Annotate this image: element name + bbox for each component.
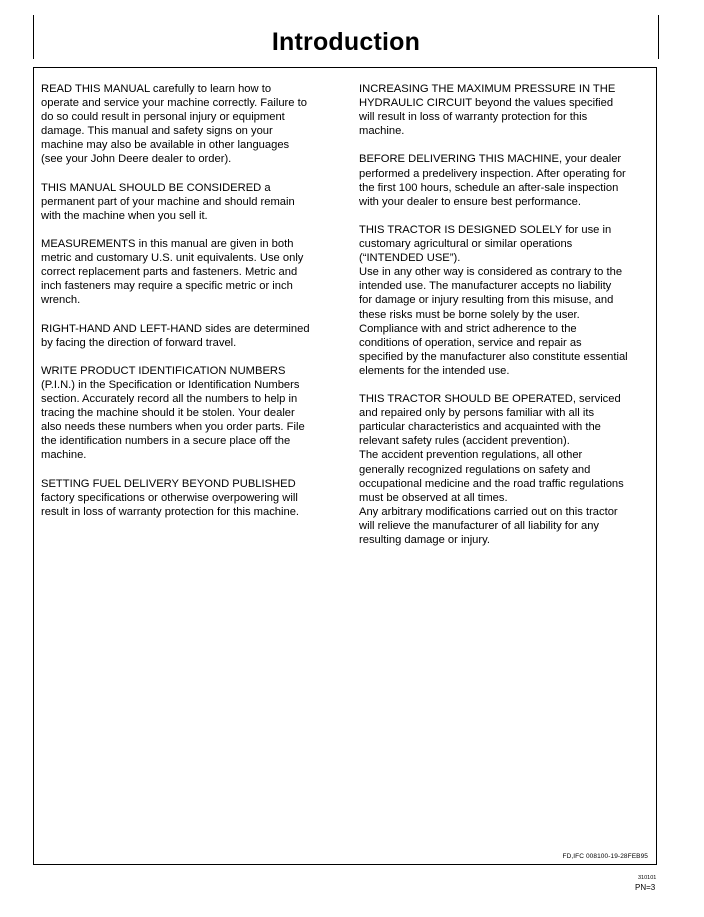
header-frame [33, 15, 659, 59]
text-line: SETTING FUEL DELIVERY BEYOND PUBLISHED [41, 477, 296, 490]
text-line: will result in loss of warranty protection for this [359, 111, 588, 124]
text-line: (P.I.N.) in the Specification or Identification Numbers [41, 378, 300, 391]
text-line: tracing the machine should it be stolen. Your dealer [41, 407, 295, 420]
text-line: occupational medicine and the road traffic regulations [359, 477, 624, 490]
paragraph [41, 237, 336, 307]
left-column [41, 82, 336, 533]
text-line: The accident prevention regulations, all other [359, 449, 583, 462]
text-line: WRITE PRODUCT IDENTIFICATION NUMBERS [41, 364, 286, 377]
text-line: machine. [359, 125, 405, 138]
text-line: section. Accurately record all the numbers to help in [41, 393, 298, 406]
text-line: HYDRAULIC CIRCUIT beyond the values specified [359, 97, 614, 110]
text-line: specified by the manufacturer also constitute essential [359, 350, 628, 363]
text-line: result in loss of warranty protection for this machine. [41, 505, 300, 518]
paragraph [41, 181, 336, 223]
text-line: must be observed at all times. [359, 491, 508, 504]
text-line: conditions of operation, service and repair as [359, 336, 582, 349]
paragraph [41, 82, 336, 167]
text-line: factory specifications or otherwise overpowering will [41, 491, 298, 504]
text-line: will relieve the manufacturer of all liability for any [359, 519, 600, 532]
text-line: THIS TRACTOR IS DESIGNED SOLELY for use in [359, 223, 612, 236]
text-line: generally recognized regulations on safety and [359, 463, 591, 476]
text-line: READ THIS MANUAL carefully to learn how to [41, 83, 272, 95]
text-line: (“INTENDED USE”). [359, 252, 461, 265]
text-line: metric and customary U.S. unit equivalents. Use only [41, 252, 304, 265]
text-line: Compliance with and strict adherence to the [359, 322, 577, 335]
text-line: RIGHT-HAND AND LEFT-HAND sides are determined [41, 322, 310, 335]
text-line: also needs these numbers when you order parts. File [41, 421, 305, 434]
text-line: resulting damage or injury. [359, 534, 490, 546]
text-line: for damage or injury resulting from this misuse, and [359, 294, 614, 307]
text-line: wrench. [41, 294, 81, 307]
paragraph [359, 152, 652, 208]
doc-id: 310101 [638, 875, 657, 881]
text-line: inch fasteners may require a specific metric or inch [41, 280, 293, 293]
page-title: Introduction [271, 28, 421, 56]
text-line: with the machine when you sell it. [41, 209, 208, 222]
paragraph [359, 392, 652, 547]
page-number: PN=3 [635, 883, 656, 892]
text-line: operate and service your machine correctly. Failure to [41, 97, 307, 110]
text-line: Use in any other way is considered as contrary to the [359, 266, 623, 279]
text-line: machine. [41, 449, 87, 462]
text-line: by facing the direction of forward travel. [41, 336, 237, 349]
text-line: the first 100 hours, schedule an after-sale inspection [359, 181, 619, 194]
text-line: correct replacement parts and fasteners. Metric and [41, 266, 298, 279]
text-line: intended use. The manufacturer accepts no liability [359, 280, 612, 293]
text-line: performed a predelivery inspection. After operating for [359, 167, 626, 180]
text-line: these risks must be borne solely by the user. [359, 308, 580, 321]
text-line: MEASUREMENTS in this manual are given in both [41, 238, 294, 251]
text-line: and repaired only by persons familiar with all its [359, 407, 595, 420]
text-line: permanent part of your machine and should remain [41, 195, 295, 208]
text-line: customary agricultural or similar operations [359, 238, 573, 251]
paragraph [359, 223, 652, 378]
text-line: INCREASING THE MAXIMUM PRESSURE IN THE [359, 83, 616, 95]
text-line: THIS MANUAL SHOULD BE CONSIDERED a [41, 181, 271, 194]
text-line: relevant safety rules (accident prevention). [359, 435, 570, 448]
text-line: damage. This manual and safety signs on your [41, 125, 273, 138]
footer-code: FD,IFC 008100-19-28FEB95 [562, 853, 648, 860]
text-line: Any arbitrary modifications carried out on this tractor [359, 505, 618, 518]
content-box [33, 67, 657, 865]
text-line: BEFORE DELIVERING THIS MACHINE, your dealer [359, 153, 622, 166]
paragraph [41, 364, 336, 463]
paragraph [41, 477, 336, 519]
paragraph [359, 82, 652, 138]
text-line: machine may also be available in other languages [41, 139, 290, 152]
text-line: the identification numbers in a secure place off the [41, 435, 291, 448]
paragraph [41, 322, 336, 350]
text-line: particular characteristics and acquainted with the [359, 421, 601, 434]
text-line: do so could result in personal injury or equipment [41, 111, 285, 124]
text-line: elements for the intended use. [359, 364, 510, 377]
text-line: THIS TRACTOR SHOULD BE OPERATED, serviced [359, 393, 621, 406]
text-line: (see your John Deere dealer to order). [41, 153, 232, 166]
text-line: with your dealer to ensure best performance. [359, 195, 582, 208]
right-column [359, 82, 652, 561]
